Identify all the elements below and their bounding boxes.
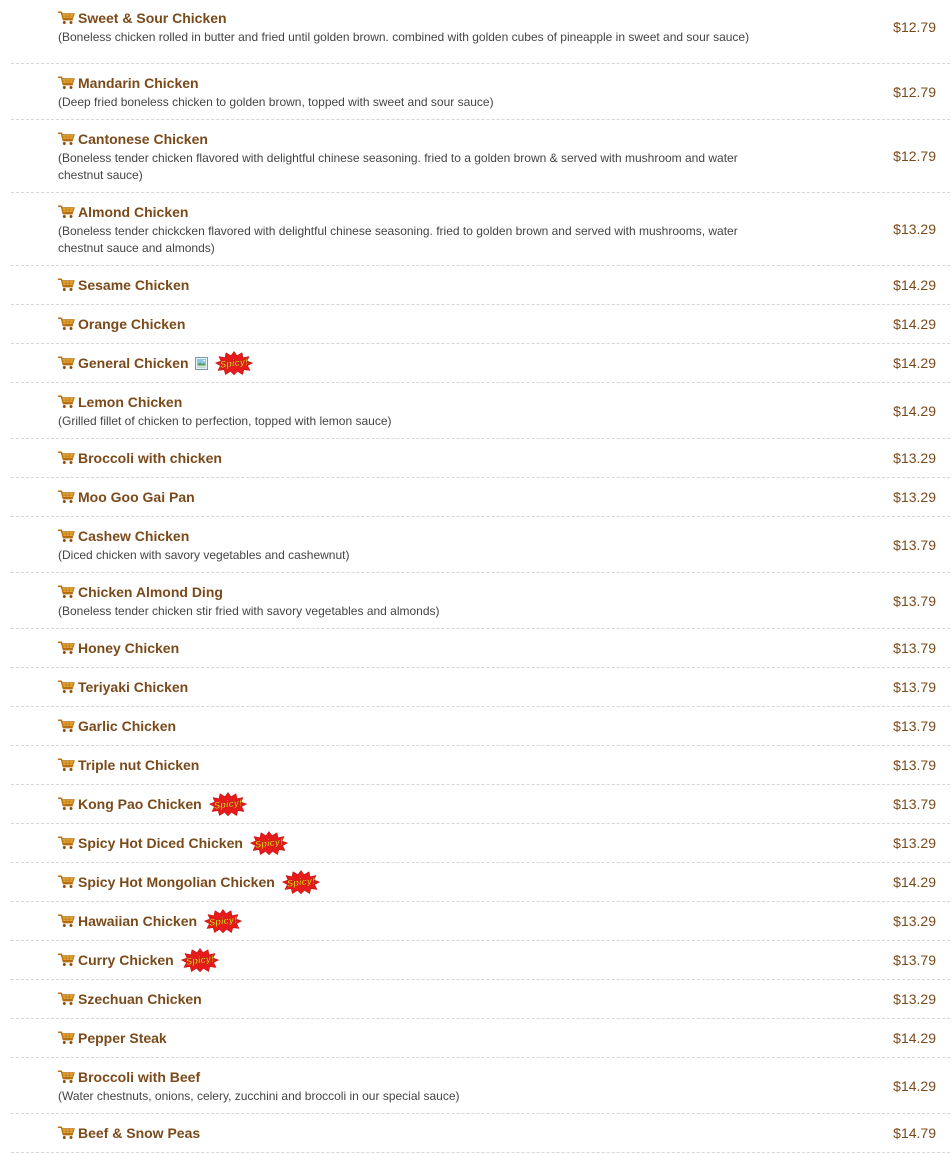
menu-item-8[interactable] <box>11 383 950 439</box>
menu-item-name-line <box>58 8 763 28</box>
menu-item-description: (Boneless chicken rolled in butter and fried until golden brown. combined with golden cubes of pineapple in sweet and sour sauce) <box>58 29 763 46</box>
shopping-cart-icon[interactable] <box>58 836 75 850</box>
menu-item-name-line <box>58 755 763 775</box>
shopping-cart-icon[interactable] <box>58 490 75 504</box>
menu-item-16[interactable] <box>11 746 950 785</box>
menu-item-price: $13.29 <box>893 913 936 929</box>
menu-item-price: $12.79 <box>893 148 936 164</box>
menu-item-name[interactable]: Hawaiian Chicken <box>78 913 197 929</box>
menu-item-name-line <box>58 794 763 814</box>
menu-item-name-line <box>58 275 763 295</box>
shopping-cart-icon[interactable] <box>58 205 75 219</box>
spicy-badge-label: Spicy! <box>213 797 243 811</box>
menu-item-name-line <box>58 353 763 373</box>
menu-item-description: (Deep fried boneless chicken to golden brown, topped with sweet and sour sauce) <box>58 94 763 111</box>
menu-item-price: $14.29 <box>893 1030 936 1046</box>
menu-item-info <box>11 202 763 257</box>
shopping-cart-icon[interactable] <box>58 278 75 292</box>
menu-item-price: $13.79 <box>893 757 936 773</box>
menu-item-name[interactable]: Mandarin Chicken <box>78 75 199 91</box>
shopping-cart-icon[interactable] <box>58 356 75 370</box>
shopping-cart-icon[interactable] <box>58 1031 75 1045</box>
menu-item-price: $14.29 <box>893 874 936 890</box>
menu-item-info <box>11 677 763 697</box>
menu-item-price: $13.79 <box>893 718 936 734</box>
shopping-cart-icon[interactable] <box>58 992 75 1006</box>
menu-item-name[interactable]: Curry Chicken <box>78 952 174 968</box>
menu-item-name[interactable]: Spicy Hot Diced Chicken <box>78 835 243 851</box>
menu-item-info <box>11 989 763 1009</box>
spicy-badge-icon <box>215 351 253 375</box>
menu-item-name-line <box>58 638 763 658</box>
menu-item-name[interactable]: Cashew Chicken <box>78 528 189 544</box>
spicy-badge-icon <box>181 948 219 972</box>
shopping-cart-icon[interactable] <box>58 1070 75 1084</box>
menu-item-info <box>11 314 763 334</box>
menu-item-price: $13.29 <box>893 991 936 1007</box>
menu-item-price: $12.79 <box>893 84 936 100</box>
menu-item-15[interactable] <box>11 707 950 746</box>
menu-item-name[interactable]: Pepper Steak <box>78 1030 167 1046</box>
menu-item-name[interactable]: Garlic Chicken <box>78 718 176 734</box>
menu-item-price: $14.29 <box>893 355 936 371</box>
menu-item-price: $13.79 <box>893 952 936 968</box>
menu-item-price: $13.79 <box>893 679 936 695</box>
menu-item-price: $14.29 <box>893 316 936 332</box>
menu-item-info <box>11 8 763 46</box>
spicy-badge-label: Spicy! <box>254 836 284 850</box>
menu-item-name[interactable]: Sweet & Sour Chicken <box>78 10 227 26</box>
menu-item-name-line <box>58 392 763 412</box>
menu-item-name-line <box>58 833 763 853</box>
menu-item-name-line <box>58 202 763 222</box>
menu-item-info <box>11 716 763 736</box>
menu-item-price: $13.29 <box>893 221 936 237</box>
menu-item-19[interactable] <box>11 863 950 902</box>
menu-item-info <box>11 526 763 564</box>
menu-item-21[interactable] <box>11 941 950 980</box>
menu-item-price: $13.29 <box>893 835 936 851</box>
menu-item-name-line <box>58 1067 763 1087</box>
menu-item-price: $13.29 <box>893 450 936 466</box>
menu-item-name[interactable]: Kong Pao Chicken <box>78 796 202 812</box>
menu-item-11[interactable] <box>11 517 950 573</box>
menu-item-14[interactable] <box>11 668 950 707</box>
menu-item-info <box>11 638 763 658</box>
menu-item-10[interactable] <box>11 478 950 517</box>
menu-item-name[interactable]: Cantonese Chicken <box>78 131 208 147</box>
menu-item-name-line <box>58 526 763 546</box>
menu-item-info <box>11 1123 763 1143</box>
shopping-cart-icon[interactable] <box>58 875 75 889</box>
shopping-cart-icon[interactable] <box>58 758 75 772</box>
menu-item-name-line <box>58 582 763 602</box>
menu-item-description: (Boneless tender chicken stir fried with savory vegetables and almonds) <box>58 603 763 620</box>
shopping-cart-icon[interactable] <box>58 132 75 146</box>
shopping-cart-icon[interactable] <box>58 641 75 655</box>
menu-item-description: (Boneless tender chicken flavored with delightful chinese seasoning. fried to a golden brown & served with mushroom and water chestnut sauce) <box>58 150 763 184</box>
menu-item-5[interactable] <box>11 266 950 305</box>
shopping-cart-icon[interactable] <box>58 914 75 928</box>
shopping-cart-icon[interactable] <box>58 1126 75 1140</box>
shopping-cart-icon[interactable] <box>58 953 75 967</box>
menu-item-description: (Boneless tender chickcken flavored with delightful chinese seasoning. fried to golden brown and served with mushrooms, water chestnut sauce and almonds) <box>58 223 763 257</box>
spicy-badge-icon <box>250 831 288 855</box>
menu-item-name[interactable]: Spicy Hot Mongolian Chicken <box>78 874 275 890</box>
shopping-cart-icon[interactable] <box>58 11 75 25</box>
menu-item-info <box>11 794 763 814</box>
menu-item-name-line <box>58 1123 763 1143</box>
menu-item-9[interactable] <box>11 439 950 478</box>
menu-item-price: $13.79 <box>893 537 936 553</box>
menu-item-name[interactable]: Broccoli with Beef <box>78 1069 200 1085</box>
shopping-cart-icon[interactable] <box>58 451 75 465</box>
menu-item-info <box>11 275 763 295</box>
menu-item-info <box>11 1028 763 1048</box>
menu-item-info <box>11 833 763 853</box>
menu-item-price: $14.29 <box>893 403 936 419</box>
spicy-badge-icon <box>282 870 320 894</box>
menu-item-info <box>11 129 763 184</box>
menu-item-name-line <box>58 314 763 334</box>
menu-item-price: $13.79 <box>893 640 936 656</box>
menu-item-13[interactable] <box>11 629 950 668</box>
menu-item-20[interactable] <box>11 902 950 941</box>
menu-item-18[interactable] <box>11 824 950 863</box>
menu-item-description: (Grilled fillet of chicken to perfection, topped with lemon sauce) <box>58 413 763 430</box>
menu-item-name[interactable]: Almond Chicken <box>78 204 188 220</box>
menu-item-name[interactable]: Lemon Chicken <box>78 394 182 410</box>
spicy-badge-label: Spicy! <box>286 875 316 889</box>
menu-item-name-line <box>58 73 763 93</box>
shopping-cart-icon[interactable] <box>58 395 75 409</box>
menu-item-info <box>11 872 763 892</box>
shopping-cart-icon[interactable] <box>58 680 75 694</box>
menu-item-price: $13.79 <box>893 593 936 609</box>
menu-item-7[interactable] <box>11 344 950 383</box>
menu-item-1[interactable] <box>11 0 950 64</box>
menu-item-name[interactable]: Broccoli with chicken <box>78 450 222 466</box>
menu-item-4[interactable] <box>11 193 950 266</box>
shopping-cart-icon[interactable] <box>58 585 75 599</box>
menu-item-name-line <box>58 448 763 468</box>
menu-item-info <box>11 392 763 430</box>
menu-item-name[interactable]: Teriyaki Chicken <box>78 679 188 695</box>
menu-item-name[interactable]: Orange Chicken <box>78 316 185 332</box>
menu-item-info <box>11 1067 763 1105</box>
menu-item-name[interactable]: General Chicken <box>78 355 189 371</box>
menu-item-name[interactable]: Sesame Chicken <box>78 277 189 293</box>
menu-item-name[interactable]: Triple nut Chicken <box>78 757 199 773</box>
menu-item-info <box>11 911 763 931</box>
menu-item-name-line <box>58 911 763 931</box>
menu-item-info <box>11 950 763 970</box>
menu-item-price: $13.29 <box>893 489 936 505</box>
menu-item-12[interactable] <box>11 573 950 629</box>
spicy-badge-icon <box>204 909 242 933</box>
menu-item-name-line <box>58 989 763 1009</box>
shopping-cart-icon[interactable] <box>58 76 75 90</box>
shopping-cart-icon[interactable] <box>58 529 75 543</box>
menu-item-name-line <box>58 716 763 736</box>
menu-item-name-line <box>58 129 763 149</box>
spicy-badge-label: Spicy! <box>219 356 249 370</box>
menu-item-name[interactable]: Moo Goo Gai Pan <box>78 489 195 505</box>
shopping-cart-icon[interactable] <box>58 797 75 811</box>
menu-item-24[interactable] <box>11 1058 950 1114</box>
menu-item-name-line <box>58 1028 763 1048</box>
menu-item-6[interactable] <box>11 305 950 344</box>
menu-item-name-line <box>58 487 763 507</box>
menu-item-name[interactable]: Szechuan Chicken <box>78 991 202 1007</box>
menu-item-name[interactable]: Honey Chicken <box>78 640 179 656</box>
menu-item-info <box>11 448 763 468</box>
menu-item-info <box>11 73 763 111</box>
menu-item-2[interactable] <box>11 64 950 120</box>
menu-item-price: $14.79 <box>893 1125 936 1141</box>
shopping-cart-icon[interactable] <box>58 317 75 331</box>
menu-list <box>11 0 950 1153</box>
menu-item-name[interactable]: Beef & Snow Peas <box>78 1125 200 1141</box>
menu-item-description: (Diced chicken with savory vegetables and cashewnut) <box>58 547 763 564</box>
menu-item-price: $14.29 <box>893 1078 936 1094</box>
menu-item-23[interactable] <box>11 1019 950 1058</box>
menu-item-info <box>11 582 763 620</box>
menu-item-name-line <box>58 872 763 892</box>
menu-item-info <box>11 487 763 507</box>
spicy-badge-label: Spicy! <box>208 914 238 928</box>
menu-item-price: $13.79 <box>893 796 936 812</box>
menu-item-name-line <box>58 950 763 970</box>
shopping-cart-icon[interactable] <box>58 719 75 733</box>
menu-item-3[interactable] <box>11 120 950 193</box>
menu-item-price: $12.79 <box>893 19 936 35</box>
menu-item-price: $14.29 <box>893 277 936 293</box>
menu-item-17[interactable] <box>11 785 950 824</box>
spicy-badge-icon <box>209 792 247 816</box>
menu-item-name-line <box>58 677 763 697</box>
menu-item-description: (Water chestnuts, onions, celery, zucchini and broccoli in our special sauce) <box>58 1088 763 1105</box>
menu-item-name[interactable]: Chicken Almond Ding <box>78 584 223 600</box>
photo-icon[interactable] <box>195 357 208 370</box>
menu-item-info <box>11 353 763 373</box>
menu-item-info <box>11 755 763 775</box>
menu-item-22[interactable] <box>11 980 950 1019</box>
spicy-badge-label: Spicy! <box>185 953 215 967</box>
